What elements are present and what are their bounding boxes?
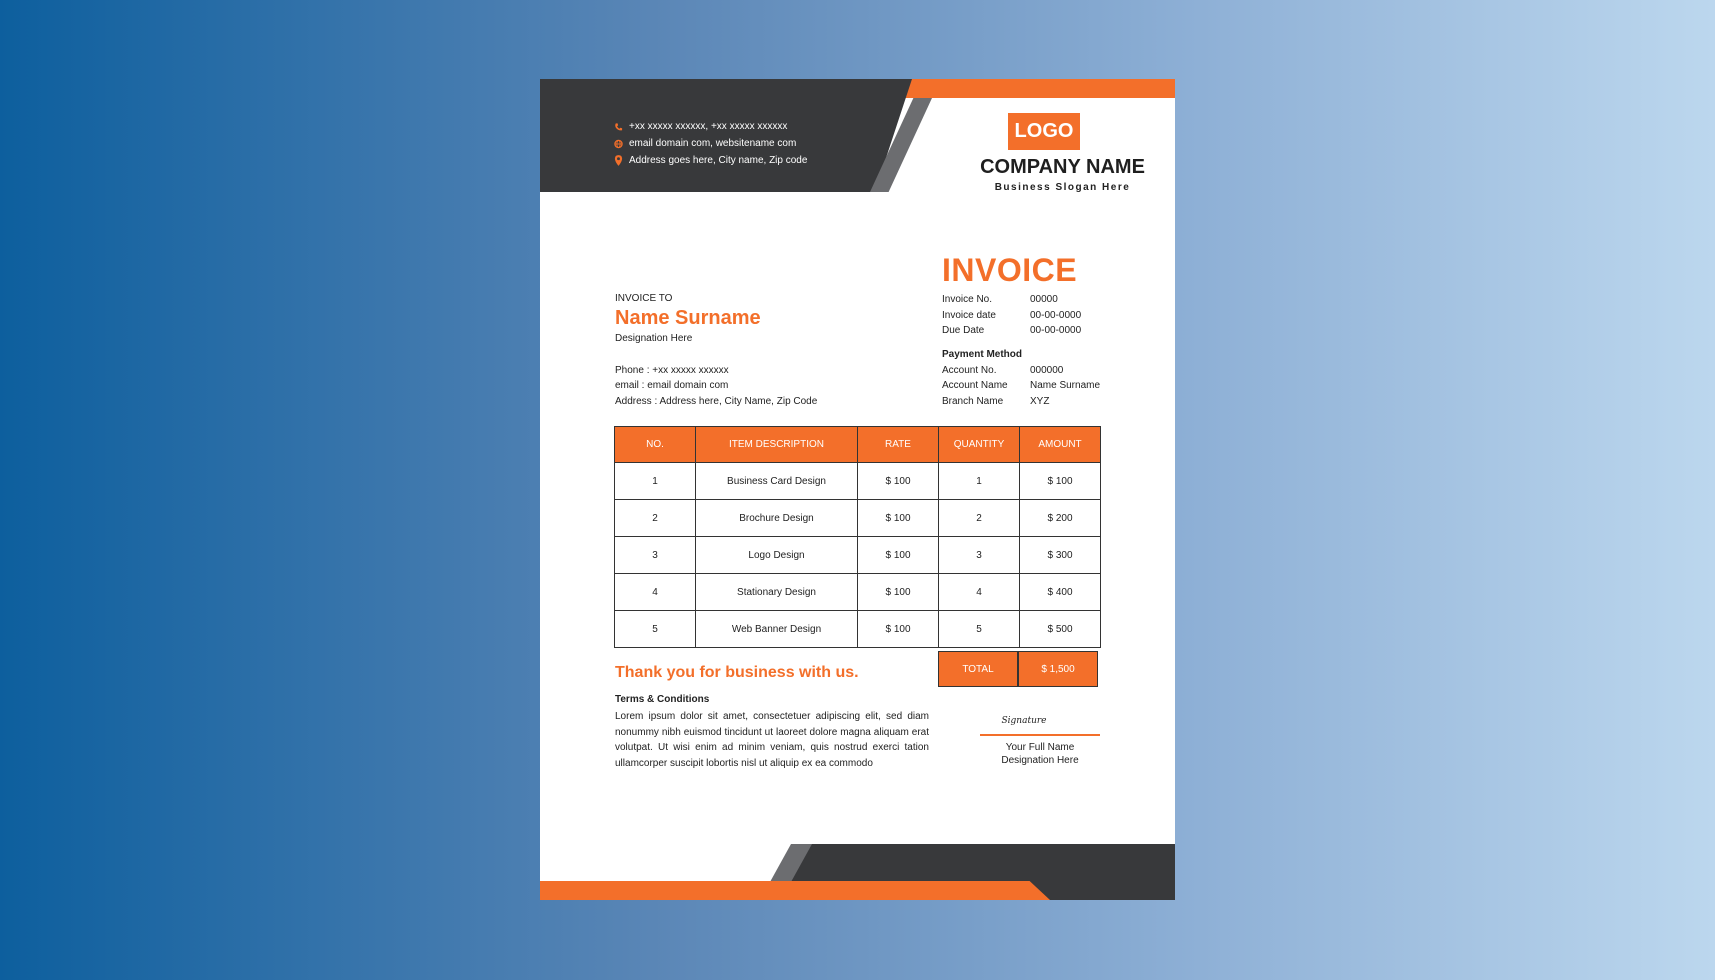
cell-description: Business Card Design [696,463,858,500]
items-table [614,426,1101,648]
company-name: COMPANY NAME [980,156,1145,178]
cell-quantity: 5 [939,611,1020,648]
table-header-row [615,427,1101,463]
terms-body: Lorem ipsum dolor sit amet, consectetuer adipiscing elit, sed diam nonummy nibh euismod tincidunt ut laoreet dolore magna aliquam erat volutpat. Ut wisi enim ad minim veniam, quis nostrud exerci tation ullamcorper suscipit lobortis nisl ut aliquip ex ea commodo [615,711,929,769]
cell-description: Logo Design [696,537,858,574]
cell-quantity: 2 [939,500,1020,537]
contact-address-text: Address goes here, City name, Zip code [629,155,808,166]
col-header-description: ITEM DESCRIPTION [696,427,858,463]
globe-icon [614,139,623,149]
payment-method-title: Payment Method [942,349,1023,360]
cell-rate: $ 100 [858,574,939,611]
invoice-no-label: Invoice No. [942,294,993,305]
account-no-label: Account No. [942,365,997,376]
cell-rate: $ 100 [858,537,939,574]
cell-rate: $ 100 [858,500,939,537]
table-row [615,463,1101,500]
customer-address: Address : Address here, City Name, Zip Code [615,396,818,407]
cell-description: Stationary Design [696,574,858,611]
invoice-page [540,79,1175,900]
customer-designation: Designation Here [615,333,693,344]
customer-name: Name Surname [615,307,761,329]
cell-no: 2 [615,500,696,537]
total-value: $ 1,500 [1018,651,1098,687]
company-logo: LOGO [1008,113,1080,150]
location-pin-icon [614,155,623,166]
cell-quantity: 1 [939,463,1020,500]
contact-web [614,138,796,149]
col-header-amount: AMOUNT [1020,427,1101,463]
total-label: TOTAL [938,651,1018,687]
signer-name: Your Full Name [1005,742,1075,753]
invoice-no-value: 00000 [1030,294,1058,305]
thank-you-message: Thank you for business with us. [615,664,859,681]
cell-description: Brochure Design [696,500,858,537]
cell-amount: $ 200 [1020,500,1101,537]
invoice-title: INVOICE [942,252,1078,288]
phone-icon [614,122,623,132]
branch-name-label: Branch Name [942,396,1004,407]
col-header-no: NO. [615,427,696,463]
invoice-date-label: Invoice date [942,310,996,321]
contact-phone-text: +xx xxxxx xxxxxx, +xx xxxxx xxxxxx [629,121,788,132]
signature: Signature [1001,716,1047,726]
header-dark-panel [540,79,912,192]
company-slogan: Business Slogan Here [994,182,1131,193]
contact-web-text: email domain com, websitename com [629,138,797,149]
table-row [615,500,1101,537]
customer-email: email : email domain com [615,380,729,391]
cell-amount: $ 400 [1020,574,1101,611]
table-row [615,574,1101,611]
cell-quantity: 3 [939,537,1020,574]
total-row [938,651,1098,687]
col-header-quantity: QUANTITY [939,427,1020,463]
table-row [615,537,1101,574]
cell-rate: $ 100 [858,463,939,500]
invoice-to-heading: INVOICE TO [615,293,673,304]
customer-phone: Phone : +xx xxxxx xxxxxx [615,365,729,376]
contact-address [614,155,807,166]
cell-description: Web Banner Design [696,611,858,648]
account-name-label: Account Name [942,380,1008,391]
cell-no: 3 [615,537,696,574]
invoice-date-value: 00-00-0000 [1030,310,1082,321]
due-date-label: Due Date [942,325,985,336]
table-row [615,611,1101,648]
col-header-rate: RATE [858,427,939,463]
contact-phone [614,121,787,132]
terms-title: Terms & Conditions [615,694,710,705]
signer-designation: Designation Here [1001,755,1079,766]
branch-name-value: XYZ [1030,396,1050,407]
cell-amount: $ 500 [1020,611,1101,648]
cell-no: 5 [615,611,696,648]
signature-line [980,734,1100,736]
cell-rate: $ 100 [858,611,939,648]
due-date-value: 00-00-0000 [1030,325,1082,336]
cell-no: 4 [615,574,696,611]
cell-amount: $ 300 [1020,537,1101,574]
footer-orange-band [540,881,1050,900]
cell-quantity: 4 [939,574,1020,611]
cell-no: 1 [615,463,696,500]
account-name-value: Name Surname [1030,380,1101,391]
cell-amount: $ 100 [1020,463,1101,500]
account-no-value: 000000 [1030,365,1064,376]
